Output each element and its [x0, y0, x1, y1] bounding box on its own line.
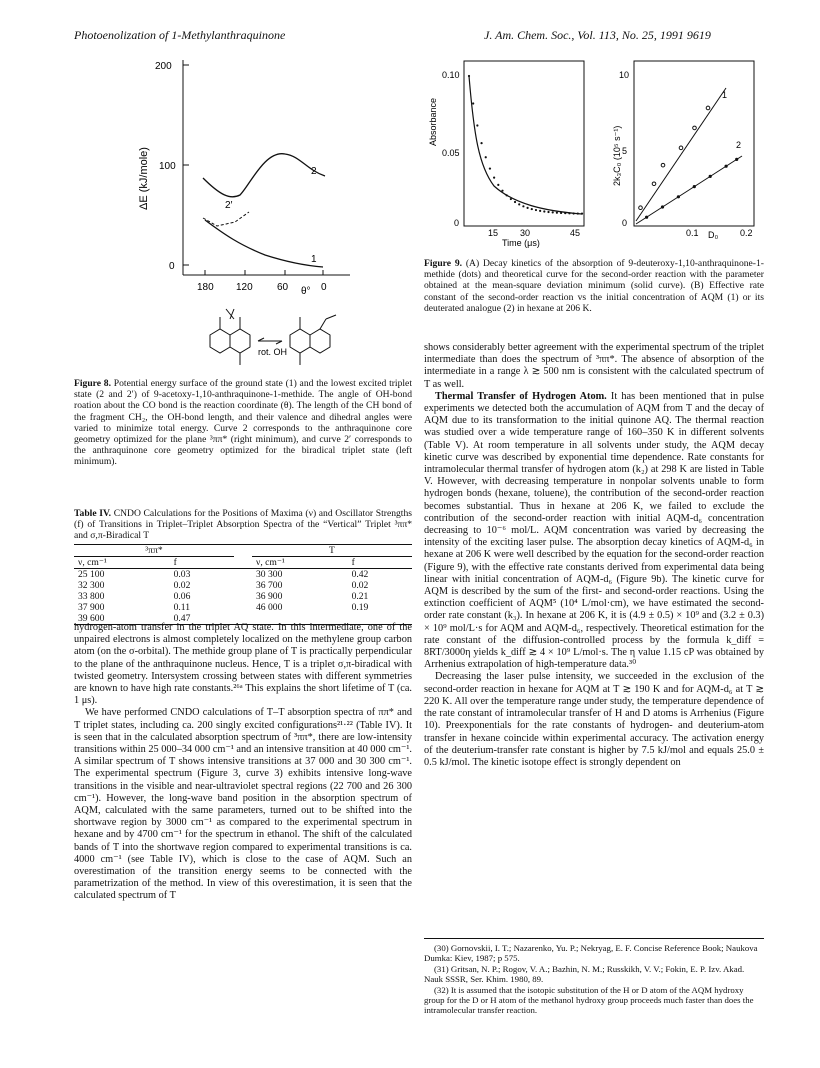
fig9b-line-label: 2	[736, 140, 742, 150]
figure-8-caption	[74, 378, 412, 468]
fig9a-xtick: 45	[570, 228, 581, 238]
fig9b-point-1	[661, 163, 665, 167]
fig9a-point	[547, 211, 549, 213]
fig8-ytick: 200	[155, 61, 172, 72]
reference: (32) It is assumed that the isotopic substitution of the H or D atom of the AQM hydroxy group for the D or H atom of the methanol hydroxy group proceeds much faster than does the intramolecular transfer reaction.	[424, 984, 754, 1016]
table-4-caption	[74, 508, 412, 542]
fig9a-ytick: 0.10	[442, 70, 460, 80]
table-row: 39 600 0.47	[74, 613, 412, 625]
fig9a-point	[539, 210, 541, 212]
fig9b-point-1	[639, 206, 643, 210]
structure-right	[290, 315, 336, 365]
fig9a-point	[581, 213, 583, 215]
fig9a-point	[501, 190, 503, 192]
fig9b-ytick: 0	[622, 218, 628, 228]
figure-8-structures	[190, 305, 360, 385]
fig9a-point	[543, 210, 545, 212]
table4-header: f	[351, 557, 355, 568]
table-row: 25 100 0.03 30 300 0.42	[78, 569, 369, 580]
fig9b-point-1	[693, 126, 697, 130]
fig9b-point-2	[725, 165, 728, 168]
fig8-curve-1	[205, 220, 323, 267]
fig8-curve-2	[203, 154, 325, 197]
paragraph: We have performed CNDO calculations of T–T absorption spectra of ππ* and T triplet states, including ca. 200 singly excited configurations²¹·²² (Table IV). It is seen that in the calculated absorption spectrum of ³ππ*, there are low-intensity transitions within 25 000–34 000 cm⁻¹ and an intensive transition at 40 000 cm⁻¹. A similar spectrum of T shows intensive transitions at 37 000 and 30 300 cm⁻¹. The experimental spectrum (Figure 3, curve 3) exhibits intensive long-wave transitions in the visible and near-ultraviolet spectral regions (22 700 and 26 300 cm⁻¹). However, the long-wave band position in the absorption spectrum of AQM, calculated with the same parameters, turned out to be shifted into the shortwave region by 3000 cm⁻¹ as compared to the experimental spectrum in hexane and by 4700 cm⁻¹ for the spectrum in ethanol. The shift of the calculated bands of T into the shortwave region compared to experimental transitions is ca. 4000 cm⁻¹ (see Table IV), which is close to the case of AQM. Such an overestimation of the transition energy seems to be connected with the parametrization of the method. In view of this overestimation, it is seen that the calculated spectrum of T	[74, 707, 412, 902]
figure-8-plot	[125, 50, 365, 300]
fig9a-ytick: 0	[454, 218, 460, 228]
fig8-curve-label: 2′	[225, 200, 233, 211]
running-header-left: Photoenolization of 1-Methylanthraquinone	[74, 28, 286, 42]
fig9b-point-1	[706, 106, 710, 110]
left-column-text	[74, 622, 412, 903]
fig9b-point-2	[645, 216, 648, 219]
fig8-xtick: 60	[277, 282, 289, 293]
fig9b-point-2	[661, 205, 664, 208]
fig9b-point-1	[679, 146, 683, 150]
fig8-caption-title: Figure 8.	[74, 378, 111, 389]
fig9a-fit-curve	[469, 76, 582, 214]
fig9a-point	[518, 203, 520, 205]
right-column-text	[424, 342, 764, 769]
fig8-curve-label: 2	[311, 166, 317, 177]
fig9b-line-1	[636, 88, 726, 221]
fig9-data-points	[468, 75, 738, 219]
figure-9-caption	[424, 258, 764, 314]
structure-left	[210, 309, 250, 365]
table-row: 32 300 0.02 36 700 0.02	[78, 580, 369, 591]
fig9a-point	[468, 75, 470, 77]
table4-caption-text: CNDO Calculations for the Positions of Maxima (ν) and Oscillator Strengths (f) of Transitions in Triplet–Triplet Absorption Spectra of the “Vertical” Triplet ³ππ* and σ,π-Biradical T	[74, 508, 413, 542]
fig9b-xtick: 0.2	[740, 228, 753, 238]
fig9-caption-title: Figure 9.	[424, 258, 463, 269]
fig9a-point	[472, 102, 474, 104]
fig9a-xtick: 15	[488, 228, 499, 238]
fig8-xlabel: θ°	[301, 286, 311, 297]
fig9b-ylabel: 2k₃C₀ (10⁵ s⁻¹)	[612, 125, 622, 186]
fig8-ytick: 0	[169, 261, 175, 272]
table-4	[74, 544, 412, 625]
running-header-right: J. Am. Chem. Soc., Vol. 113, No. 25, 1991 9619	[484, 28, 711, 42]
references	[424, 938, 764, 1016]
fig9a-point	[510, 198, 512, 200]
fig9b-point-2	[677, 195, 680, 198]
fig8-ylabel: ΔE (kJ/mole)	[138, 147, 150, 210]
fig9a-ylabel: Absorbance	[428, 97, 438, 146]
fig8-rot-label: rot. OH	[258, 347, 288, 357]
fig9b-ytick: 10	[619, 70, 630, 80]
table4-group: T	[252, 545, 412, 557]
fig8-xtick: 120	[236, 282, 253, 293]
fig9b-xtick: 0.1	[686, 228, 699, 238]
paragraph: shows considerably better agreement with the experimental spectrum of the triplet intermediate than does the spectrum of ³ππ*. The absence of absorption of the intermediate in a range λ ≳ 500 nm is consistent with the calculated spectrum of T as well.	[424, 342, 764, 390]
fig9a-point	[564, 212, 566, 214]
fig9a-point	[556, 212, 558, 214]
fig9a-point	[489, 167, 491, 169]
paragraph: Decreasing the laser pulse intensity, we succeeded in the exclusion of the second-order reaction in hexane for AQM at T ≳ 190 K and for AQM-d₆ at T ≳ 220 K. All over the temperature range under study, the temperature dependence of the rate constant of intramolecular transfer of H and D atoms is Arrhenius (Figure 10). Preexponentials for the rate constants of hydrogen- and deuterium-atom transfer in hexane coincide within experimental accuracy. The activation energy of the deuterium-transfer rate constant is higher by 7.5 kJ/mol and equals 25.0 ± 0.5 kJ/mol. The kinetic isotope effect is strongly dependent on	[424, 671, 764, 768]
fig9a-point	[485, 156, 487, 158]
fig8-ytick: 100	[159, 161, 176, 172]
fig9a-xtick: 30	[520, 228, 531, 238]
section-heading: Thermal Transfer of Hydrogen Atom.	[435, 390, 607, 402]
table4-title: Table IV.	[74, 508, 112, 519]
fig9b-panel	[612, 61, 754, 240]
fig9a-point	[560, 212, 562, 214]
reference: (30) Gornovskii, I. T.; Nazarenko, Yu. P.; Nekryag, E. F. Concise Reference Book; Naukova Dumka: Kiev, 1987; p 575.	[424, 943, 758, 964]
table4-header: f	[173, 557, 177, 568]
fig9a-point	[535, 209, 537, 211]
fig9a-point	[573, 212, 575, 214]
fig9a-xlabel: Time (μs)	[502, 238, 540, 248]
fig8-xtick: 180	[197, 282, 214, 293]
fig9a-point	[552, 211, 554, 213]
fig9b-point-1	[652, 182, 656, 186]
fig9b-ytick: 5	[622, 146, 628, 156]
fig9a-point	[480, 142, 482, 144]
fig9b-point-2	[693, 185, 696, 188]
fig9b-point-2	[709, 175, 712, 178]
fig8-curve-label: 1	[311, 254, 317, 265]
fig9a-point	[526, 207, 528, 209]
fig9a-ytick: 0.05	[442, 148, 460, 158]
fig8-xtick: 0	[321, 282, 327, 293]
fig9a-point	[506, 194, 508, 196]
fig9a-point	[493, 177, 495, 179]
fig9a-point	[476, 124, 478, 126]
table4-header: ν, cm⁻¹	[255, 557, 285, 568]
fig9b-point-2	[735, 158, 738, 161]
fig9-caption-text: (A) Decay kinetics of the absorption of 9-deuteroxy-1,10-anthraquinone-1-methide (dots) and theoretical curve for the second-order reaction with the parameter obtained at the mean-square deviation minimum (solid curve). (B) Effective rate constant of the second-order reaction vs the initial concentration of AQM (1) or its deuterated analogue (2) in hexane at 206 K.	[424, 258, 764, 314]
paragraph-body: It has been mentioned that in pulse experiments we detected both the accumulation of AQM from T and the decay of AQM due to its transformation to the initial quinone AQ. The thermal reaction was studied over a wide temperature range of 160–350 K in different solvents (Table V). At room temperature in all solvents under study, the AQM decay kinetic curve was described by exponential time dependence. Rate constants for intramolecular thermal transfer of hydrogen atom (k₂) at 298 K are listed in Table V. However, with decreasing temperature in nonpolar solvents unable to form hydrogen bonds (hexane, toluene), the contribution of the second-order reaction becomes substantial. Thus in hexane at 206 K, we failed to exclude the contribution of the second-order reaction with initial AQM-d₆ concentration decreasing to 10⁻⁶ mol/L. AQM concentration was varied by decreasing the intensity of the exciting laser pulse. The absorption decay kinetics of AQM-d₆ in hexane at 206 K were well described by the equation for the second-order reaction (Figure 9), with the effective rate constants derived from experimental data being linear with initial concentration of AQM-d₆ (Figure 9b). The kinetic curve for AQM is described by the sum of the first- and second-order reactions. Using the extinction coefficient of AQM⁵ (10⁴ L/mol·cm), we have estimated the second-order rate constant (k₃). In hexane at 206 K, it is (4.9 ± 0.5) × 10⁹ and (3.2 ± 0.3) × 10⁹ mol/L·s for AQM and AQM-d₆, respectively. Theoretical estimation for the rate constant of the diffusion-controlled process by the formula k_diff = 8RT/3000η yields k_diff ≳ 4 × 10⁹ L/mol·s. The η value 1.15 cP was obtained by Arrhenius extrapolation of high-temperature data.³⁰	[424, 390, 764, 671]
table-row: 33 800 0.06 36 900 0.21	[78, 591, 369, 602]
fig9a-panel	[428, 61, 584, 248]
fig9a-point	[577, 212, 579, 214]
table-row: 37 900 0.11 46 000 0.19	[78, 602, 369, 613]
fig9a-point	[497, 184, 499, 186]
fig8-caption-text: Potential energy surface of the ground state (1) and the lowest excited triplet state (2 and 2′) of 9-acetoxy-1,10-anthraquinone-1-methide. The angle of OH-bond roation about the CO bond is the reaction coordinate (θ). The length of the CH bond of the fragment CH₂, the OH-bond length, and their valence and dihedral angles were varied to minimize total energy. Curve 2 corresponds to the anthraquinone core geometry optimized for the plane ³ππ* (right minimum), and curve 2′ corresponds to the anthraquinone core geometry optimized for the biradical triplet state (left minimum).	[74, 378, 412, 468]
fig9a-point	[514, 201, 516, 203]
paragraph	[424, 391, 764, 672]
fig9b-xlabel: D₀	[708, 230, 719, 240]
fig9b-line-label: 1	[722, 90, 728, 100]
table4-group: ³ππ*	[74, 545, 234, 557]
fig9a-point	[568, 212, 570, 214]
figure-9-plot	[424, 56, 764, 251]
fig9a-point	[522, 205, 524, 207]
paragraph: hydrogen-atom transfer in the triplet AQ state. In this intermediate, one of the unpaired electrons is almost completely localized on the methylene group carbon atom (on the σ-orbital). The methide group plane of T is practically perpendicular to the plane of the anthraquinone nucleus. Hence, T is a triplet σ,π-biradical with twisted geometry. Intersystem crossing between states with different symmetries are known to have high rate constants.²⁶ᵃ This explains the short lifetime of T (ca. 1 μs).	[74, 622, 412, 707]
fig9a-point	[531, 208, 533, 210]
table4-header: ν, cm⁻¹	[78, 557, 107, 568]
reference: (31) Gritsan, N. P.; Rogov, V. A.; Bazhin, N. M.; Russkikh, V. V.; Fokin, E. P. Izv. Akad. Nauk SSSR, Ser. Khim. 1980, 89.	[424, 963, 745, 985]
